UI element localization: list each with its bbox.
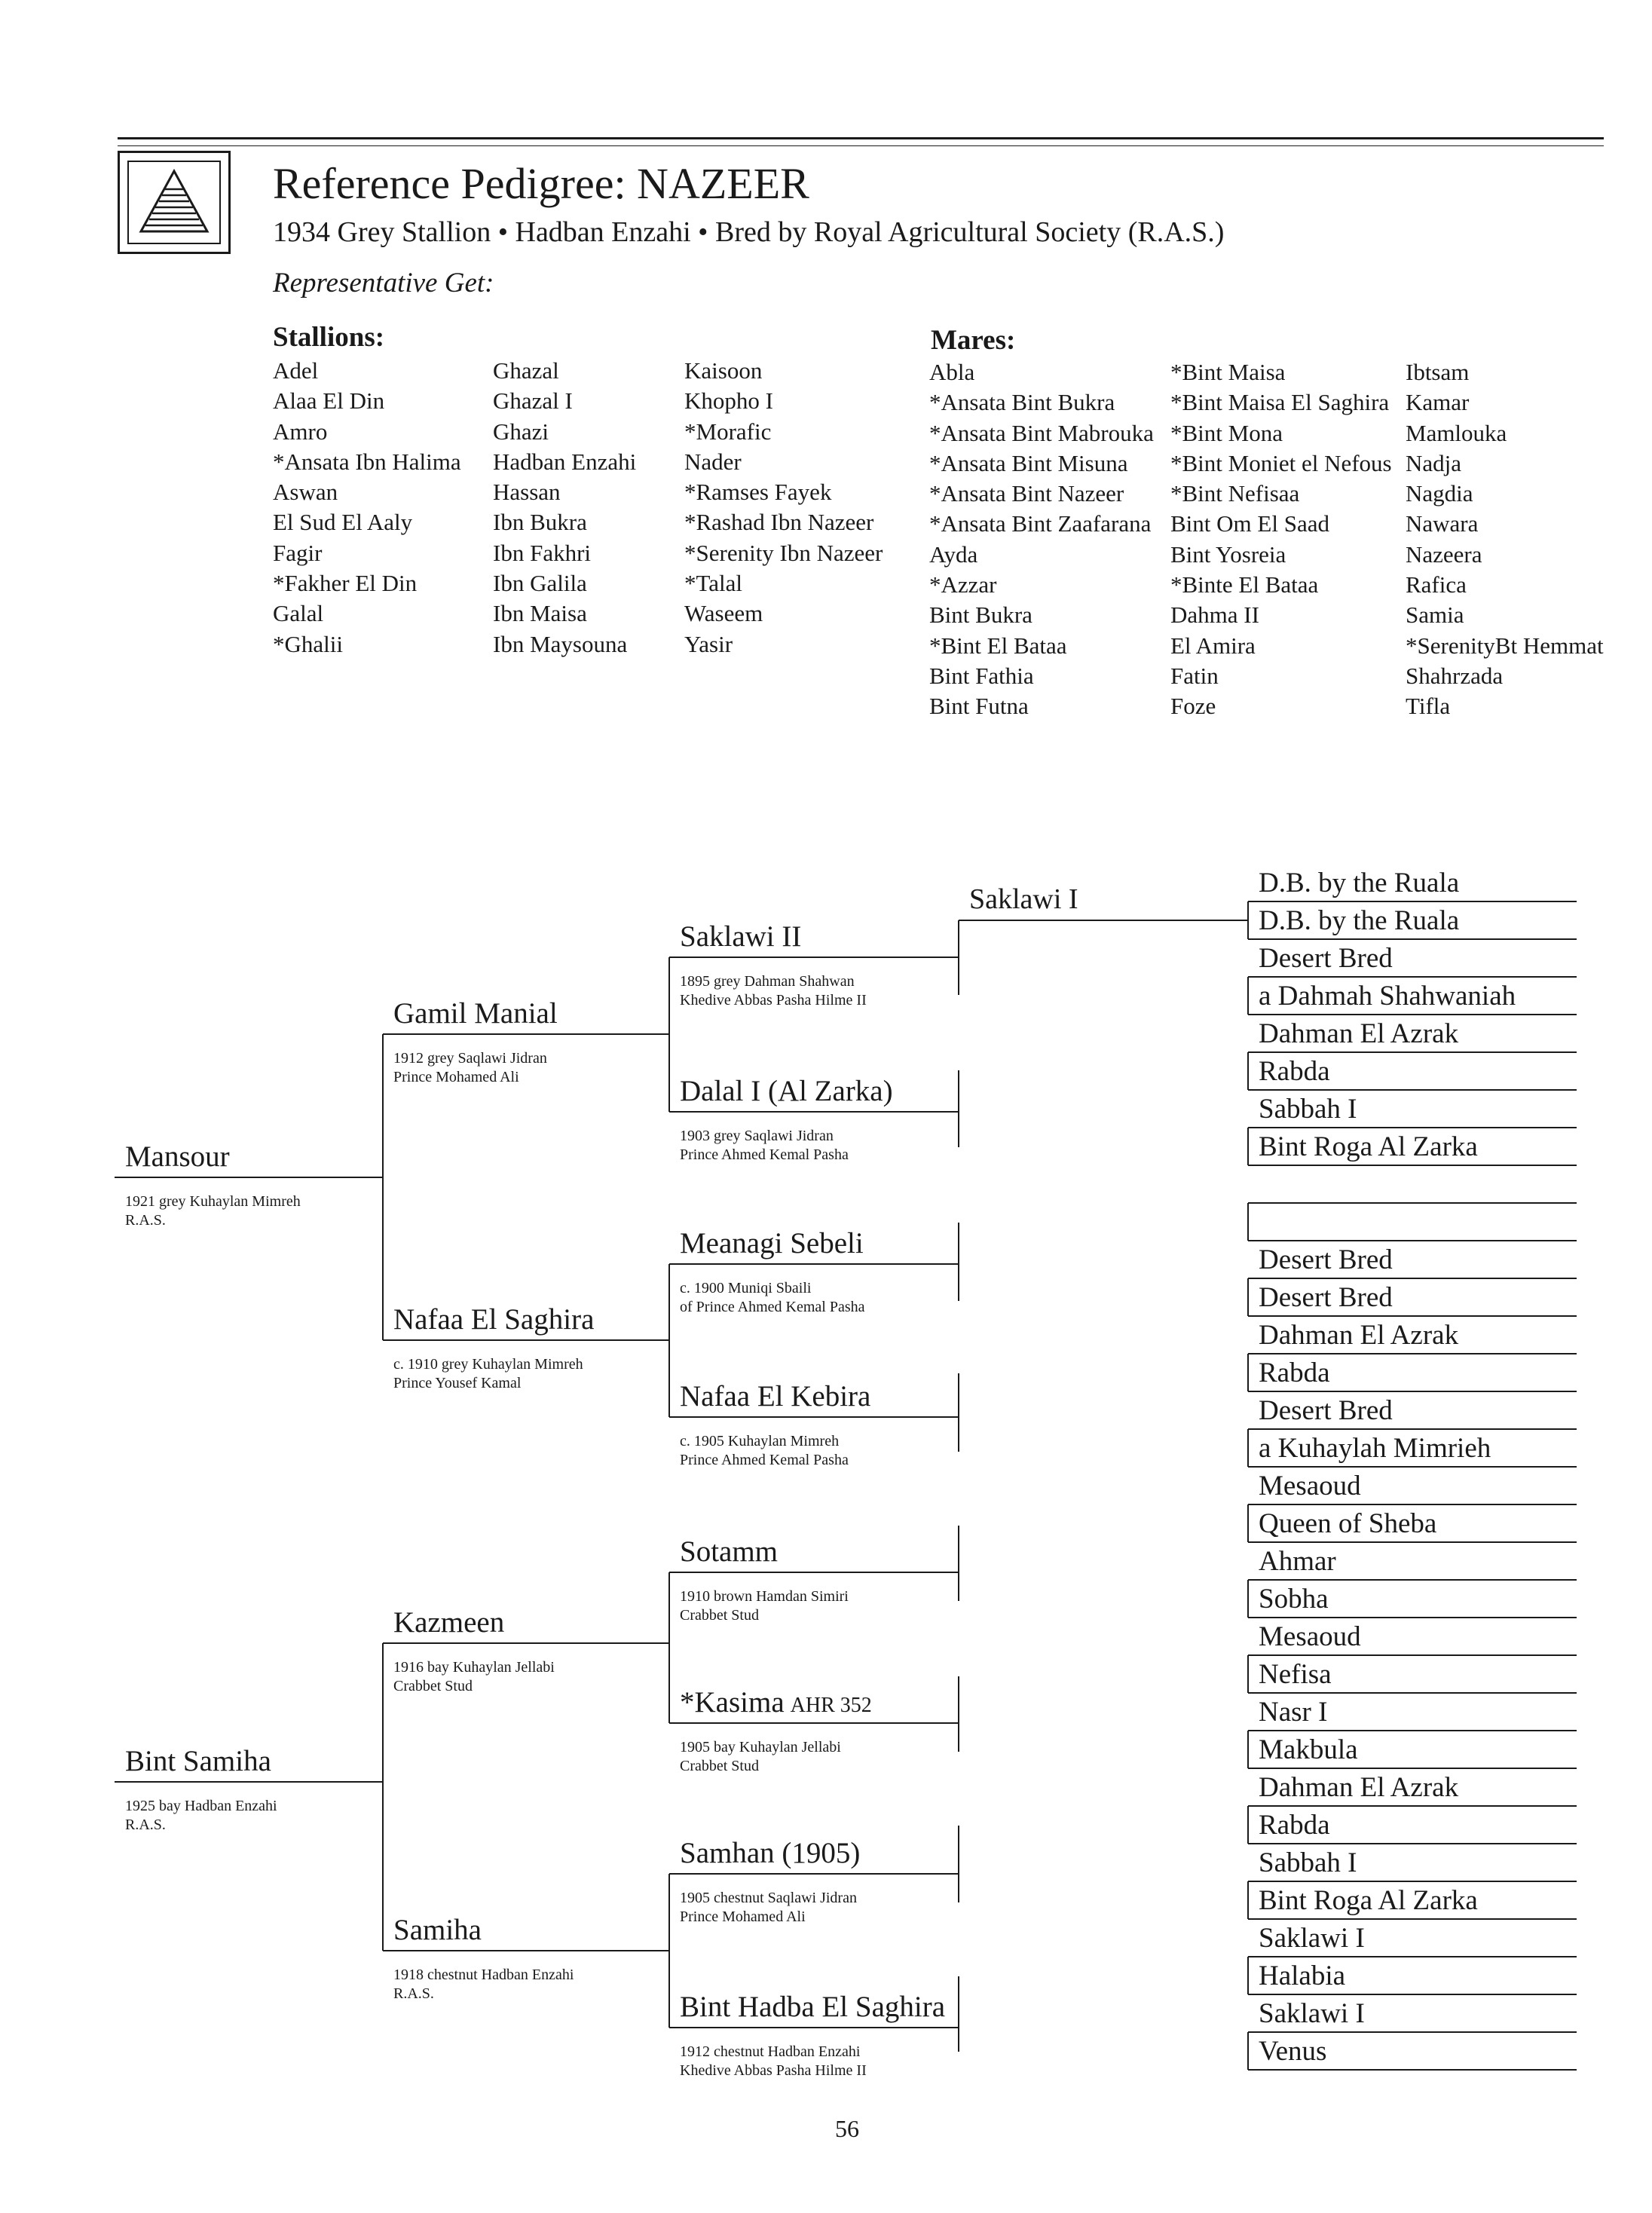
list-item: Ibn Galila: [493, 570, 587, 597]
list-item: El Sud El Aaly: [273, 509, 413, 536]
list-item: Ibn Fakhri: [493, 539, 592, 566]
gen5-horse-name: Halabia: [1259, 1960, 1346, 1991]
list-item: Nader: [684, 448, 742, 475]
horse-details: Crabbet Stud: [680, 1758, 759, 1774]
horse-details: 1921 grey Kuhaylan Mimreh: [125, 1193, 301, 1210]
gen1-horse-name: Mansour: [125, 1140, 230, 1173]
horse-details: 1918 chestnut Hadban Enzahi: [393, 1967, 574, 1983]
gen5-horse-name: Sabbah I: [1259, 1847, 1357, 1878]
gen3-horse-name: Samhan (1905): [680, 1837, 861, 1869]
gen5-horse-name: Makbula: [1259, 1734, 1358, 1765]
horse-details: Prince Mohamed Ali: [393, 1069, 519, 1085]
horse-details: 1910 brown Hamdan Simiri: [680, 1588, 849, 1605]
list-item: Ghazi: [493, 418, 549, 445]
registration-number: AHR 352: [790, 1694, 872, 1717]
gen5-horse-name: Venus: [1259, 2036, 1327, 2067]
list-item: *Bint Mona: [1170, 419, 1283, 446]
horse-details: Khedive Abbas Pasha Hilme II: [680, 992, 867, 1009]
horse-details: 1903 grey Saqlawi Jidran: [680, 1128, 834, 1144]
list-item: El Amira: [1170, 632, 1256, 659]
list-item: Yasir: [684, 630, 733, 657]
page-number: 56: [835, 2115, 859, 2142]
gen4-horse-name: Saklawi I: [969, 883, 1078, 915]
gen2-horse-name: Samiha: [393, 1914, 482, 1946]
gen5-horse-name: Queen of Sheba: [1259, 1508, 1437, 1539]
list-item: *Serenity Ibn Nazeer: [684, 539, 883, 566]
list-item: Ghazal: [493, 357, 559, 384]
list-item: Kamar: [1406, 389, 1470, 416]
list-item: Fatin: [1170, 662, 1219, 689]
list-item: Samia: [1406, 601, 1464, 629]
list-item: Kaisoon: [684, 357, 763, 384]
gen5-horse-name: Nefisa: [1259, 1659, 1332, 1690]
gen2-horse-name: Kazmeen: [393, 1606, 505, 1639]
page-subtitle: 1934 Grey Stallion • Hadban Enzahi • Bred by Royal Agricultural Society (R.A.S.): [273, 216, 1225, 248]
gen2-horse-name: Gamil Manial: [393, 997, 558, 1030]
list-item: *Bint Nefisaa: [1170, 480, 1300, 507]
representative-get-label: Representative Get:: [273, 268, 494, 298]
list-item: Foze: [1170, 693, 1216, 720]
gen5-horse-name: Bint Roga Al Zarka: [1259, 1131, 1478, 1162]
list-item: *Rashad Ibn Nazeer: [684, 509, 874, 536]
gen2-horse-name: Nafaa El Saghira: [393, 1303, 595, 1336]
gen5-horse-name: Desert Bred: [1259, 1395, 1393, 1426]
horse-details: c. 1910 grey Kuhaylan Mimreh: [393, 1356, 583, 1373]
list-item: Aswan: [273, 479, 338, 506]
gen3-horse-name: Nafaa El Kebira: [680, 1380, 871, 1413]
mares-heading: Mares:: [931, 325, 1016, 356]
list-item: *Ansata Bint Bukra: [929, 389, 1115, 416]
gen5-horse-name: a Dahmah Shahwaniah: [1259, 981, 1516, 1012]
gen3-horse-name: Sotamm: [680, 1535, 779, 1568]
list-item: Rafica: [1406, 571, 1467, 598]
horse-details: c. 1900 Muniqi Sbaili: [680, 1280, 812, 1296]
list-item: Ayda: [929, 540, 978, 568]
gen5-horse-name: Bint Roga Al Zarka: [1259, 1885, 1478, 1916]
list-item: Bint Bukra: [929, 601, 1032, 629]
list-item: *Ansata Bint Nazeer: [929, 480, 1124, 507]
list-item: Ibn Maysouna: [493, 630, 628, 657]
list-item: *Talal: [684, 570, 743, 597]
list-item: *Ansata Bint Zaafarana: [929, 510, 1152, 537]
gen3-horse-name: Saklawi II: [680, 920, 802, 953]
list-item: Shahrzada: [1406, 662, 1504, 689]
horse-details: Crabbet Stud: [680, 1607, 759, 1624]
horse-details: 1905 chestnut Saqlawi Jidran: [680, 1890, 857, 1906]
list-item: Ibtsam: [1406, 359, 1470, 385]
list-item: Bint Futna: [929, 693, 1029, 720]
horse-details: c. 1905 Kuhaylan Mimreh: [680, 1433, 840, 1449]
horse-details: 1912 grey Saqlawi Jidran: [393, 1050, 547, 1067]
horse-details: Prince Ahmed Kemal Pasha: [680, 1146, 849, 1163]
horse-details: Prince Yousef Kamal: [393, 1375, 522, 1391]
list-item: Nawara: [1406, 510, 1479, 537]
list-item: Hadban Enzahi: [493, 448, 637, 475]
gen5-horse-name: Rabda: [1259, 1056, 1330, 1087]
list-item: Waseem: [684, 600, 763, 627]
list-item: *Ansata Bint Mabrouka: [929, 419, 1154, 446]
list-item: *Bint El Bataa: [929, 632, 1067, 659]
horse-details: 1916 bay Kuhaylan Jellabi: [393, 1659, 555, 1676]
horse-details: 1925 bay Hadban Enzahi: [125, 1798, 277, 1814]
list-item: Alaa El Din: [273, 387, 385, 415]
gen3-horse-name: Meanagi Sebeli: [680, 1227, 864, 1260]
list-item: *Binte El Bataa: [1170, 571, 1319, 598]
list-item: Nagdia: [1406, 480, 1473, 507]
horse-details: Khedive Abbas Pasha Hilme II: [680, 2062, 867, 2079]
horse-details: R.A.S.: [125, 1817, 166, 1833]
list-item: *Azzar: [929, 571, 997, 598]
gen3-horse-name: *Kasima AHR 352: [680, 1686, 872, 1719]
list-item: *SerenityBt Hemmat: [1406, 632, 1604, 659]
horse-details: 1895 grey Dahman Shahwan: [680, 973, 855, 990]
list-item: Adel: [273, 357, 319, 384]
gen5-horse-name: Sobha: [1259, 1584, 1329, 1615]
gen5-horse-name: a Kuhaylah Mimrieh: [1259, 1433, 1491, 1464]
list-item: Tifla: [1406, 693, 1451, 720]
horse-details: 1905 bay Kuhaylan Jellabi: [680, 1739, 841, 1755]
horse-details: Prince Mohamed Ali: [680, 1908, 806, 1925]
list-item: *Ansata Ibn Halima: [273, 448, 461, 475]
stallions-heading: Stallions:: [273, 322, 385, 353]
list-item: *Morafic: [684, 418, 772, 445]
list-item: Bint Yosreia: [1170, 540, 1286, 568]
gen5-horse-name: Desert Bred: [1259, 1244, 1393, 1275]
gen3-horse-name: Bint Hadba El Saghira: [680, 1991, 946, 2023]
list-item: Ibn Bukra: [493, 509, 587, 536]
horse-details: Crabbet Stud: [393, 1678, 473, 1694]
list-item: *Ansata Bint Misuna: [929, 449, 1128, 476]
gen5-horse-name: Saklawi I: [1259, 1998, 1365, 2029]
list-item: Khopho I: [684, 387, 773, 415]
gen5-horse-name: Mesaoud: [1259, 1471, 1361, 1501]
list-item: Fagir: [273, 539, 323, 566]
list-item: Bint Om El Saad: [1170, 510, 1329, 537]
list-item: Abla: [929, 359, 975, 385]
list-item: *Bint Moniet el Nefous: [1170, 449, 1392, 476]
horse-details: R.A.S.: [125, 1212, 166, 1229]
list-item: Galal: [273, 600, 324, 627]
list-item: Bint Fathia: [929, 662, 1034, 689]
list-item: Amro: [273, 418, 328, 445]
horse-details: Prince Ahmed Kemal Pasha: [680, 1452, 849, 1468]
list-item: Ghazal I: [493, 387, 573, 415]
list-item: *Bint Maisa: [1170, 359, 1286, 385]
list-item: Nadja: [1406, 449, 1462, 476]
gen5-horse-name: Ahmar: [1259, 1546, 1336, 1577]
gen5-horse-name: Saklawi I: [1259, 1923, 1365, 1954]
list-item: *Bint Maisa El Saghira: [1170, 389, 1390, 416]
list-item: Hassan: [493, 479, 561, 506]
horse-details: R.A.S.: [393, 1985, 434, 2002]
list-item: *Ghalii: [273, 630, 343, 657]
horse-details: of Prince Ahmed Kemal Pasha: [680, 1299, 865, 1315]
gen5-horse-name: Rabda: [1259, 1810, 1330, 1841]
gen5-horse-name: Sabbah I: [1259, 1094, 1357, 1125]
list-item: *Fakher El Din: [273, 570, 418, 597]
gen5-horse-name: Rabda: [1259, 1357, 1330, 1388]
gen5-horse-name: Mesaoud: [1259, 1621, 1361, 1652]
gen5-horse-name: Dahman El Azrak: [1259, 1320, 1459, 1351]
page-title: Reference Pedigree: NAZEER: [273, 159, 809, 208]
list-item: Mamlouka: [1406, 419, 1507, 446]
gen5-horse-name: D.B. by the Ruala: [1259, 868, 1460, 898]
gen5-horse-name: Dahman El Azrak: [1259, 1772, 1459, 1803]
gen5-horse-name: Desert Bred: [1259, 943, 1393, 974]
gen5-horse-name: Nasr I: [1259, 1697, 1328, 1728]
list-item: Ibn Maisa: [493, 600, 587, 627]
gen3-horse-name: Dalal I (Al Zarka): [680, 1075, 893, 1107]
gen1-horse-name: Bint Samiha: [125, 1745, 271, 1777]
gen5-horse-name: D.B. by the Ruala: [1259, 905, 1460, 936]
list-item: Dahma II: [1170, 601, 1259, 629]
gen5-horse-name: Desert Bred: [1259, 1282, 1393, 1313]
gen5-horse-name: Dahman El Azrak: [1259, 1018, 1459, 1049]
list-item: *Ramses Fayek: [684, 479, 832, 506]
horse-details: 1912 chestnut Hadban Enzahi: [680, 2043, 861, 2060]
list-item: Nazeera: [1406, 540, 1482, 568]
